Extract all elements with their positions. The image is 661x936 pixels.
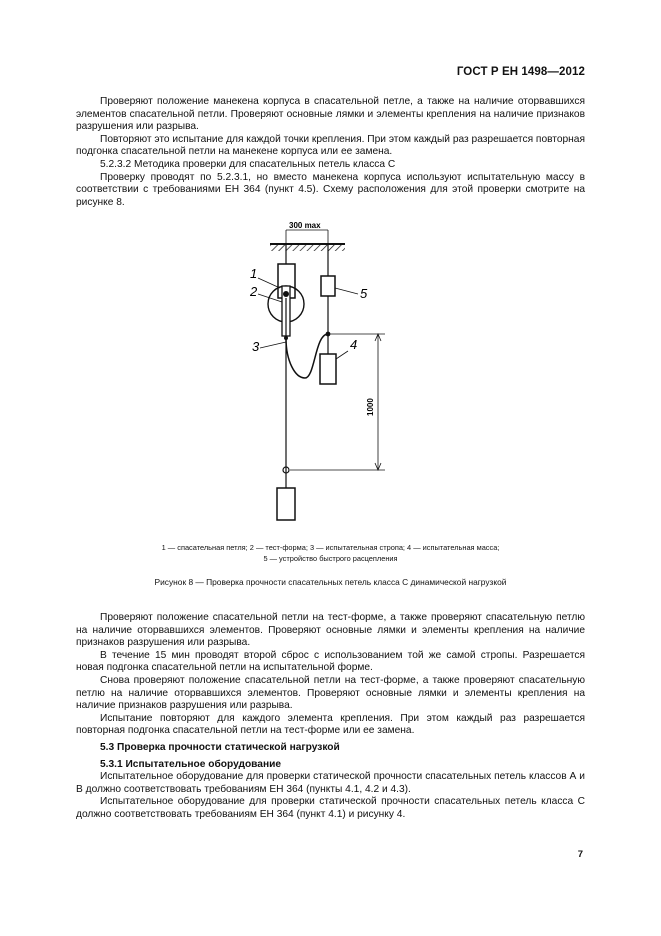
dimension-1000-label: 1000 bbox=[366, 398, 375, 416]
ceiling-support bbox=[270, 244, 345, 251]
paragraph: Снова проверяют положение спасательной петли на тест-форме, а также проверяют спасательную петлю на наличие оторвавшихся элементов. Проверяют основные лямки и элементы крепления на наличие признаков разрушения или разрыва. bbox=[76, 674, 585, 712]
paragraph: Испытательное оборудование для проверки статической прочности спасательных петель класса С должно соответствовать требованиям ЕН 364 (пункт 4.1) и рисунку 4. bbox=[76, 796, 585, 820]
legend-line: 5 — устройство быстрого расцепления bbox=[263, 554, 398, 563]
document-header: ГОСТ Р ЕН 1498—2012 bbox=[456, 66, 585, 78]
dimension-300-label: 300 max bbox=[289, 221, 321, 230]
label-2: 2 bbox=[250, 284, 258, 299]
test-mass bbox=[320, 354, 336, 384]
dimension-300 bbox=[286, 221, 328, 246]
dimension-1000 bbox=[290, 334, 385, 470]
bottom-text-block bbox=[76, 612, 585, 822]
top-text-block bbox=[76, 96, 585, 209]
paragraph: Проверку проводят по 5.2.3.1, но вместо манекена корпуса используют испытательную массу в соответствии с требованиями ЕН 364 (пункт 4.5). Схему расположения для этой проверки смотрите на рисунке 8. bbox=[76, 171, 585, 208]
figure-caption: Рисунок 8 — Проверка прочности спасательных петель класса С динамической нагрузкой bbox=[154, 577, 507, 587]
figure-8-diagram bbox=[200, 216, 460, 526]
paragraph: Испытательное оборудование для проверки статической прочности спасательных петель классов А и В должно соответствовать требованиям ЕН 364 (пункты 4.1, 4.2 и 4.3). bbox=[76, 771, 585, 795]
paragraph: Проверяют положение спасательной петли на тест-форме, а также проверяют спасательную петлю на наличие оторвавшихся элементов. Проверяют основные лямки и элементы крепления на наличие признаков разрушения или разрыва. bbox=[76, 612, 585, 649]
subsection-heading: 5.3.1 Испытательное оборудование bbox=[100, 758, 282, 770]
paragraph: В течение 15 мин проводят второй сброс с использованием той же самой стропы. Разрешается новая подгонка спасательной петли на испытательной форме. bbox=[76, 649, 585, 674]
label-4: 4 bbox=[350, 337, 358, 352]
paragraph: Испытание повторяют для каждого элемента крепления. При этом каждый раз разрешается повторная подгонка спасательной петли на тест-форме или ее замена. bbox=[76, 712, 585, 737]
label-5: 5 bbox=[360, 286, 368, 301]
page-number: 7 bbox=[577, 849, 583, 860]
paragraph: Проверяют положение манекена корпуса в спасательной петле, а также на наличие оторвавшихся элементов спасательной петли. Проверяют основные лямки и элементы крепления на наличие признаков разрушения или разрыва. bbox=[76, 96, 585, 133]
paragraph: Повторяют это испытание для каждой точки крепления. При этом каждый раз разрешается повторная подгонка спасательной петли на манекене корпуса или ее замена. bbox=[76, 133, 585, 158]
figure-labels bbox=[249, 266, 368, 359]
legend-line: 1 — спасательная петля; 2 — тест-форма; 3 — испытательная стропа; 4 — испытательная масса; bbox=[161, 543, 500, 552]
quick-release-device bbox=[321, 276, 335, 296]
bottom-mass bbox=[277, 488, 295, 520]
figure-legend bbox=[76, 542, 585, 564]
label-3: 3 bbox=[252, 339, 260, 354]
figure-8-svg bbox=[200, 216, 460, 526]
subsection-heading: 5.2.3.2 Методика проверки для спасательных петель класса С bbox=[100, 158, 396, 170]
label-1: 1 bbox=[250, 266, 258, 281]
section-heading: 5.3 Проверка прочности статической нагрузкой bbox=[100, 741, 340, 753]
